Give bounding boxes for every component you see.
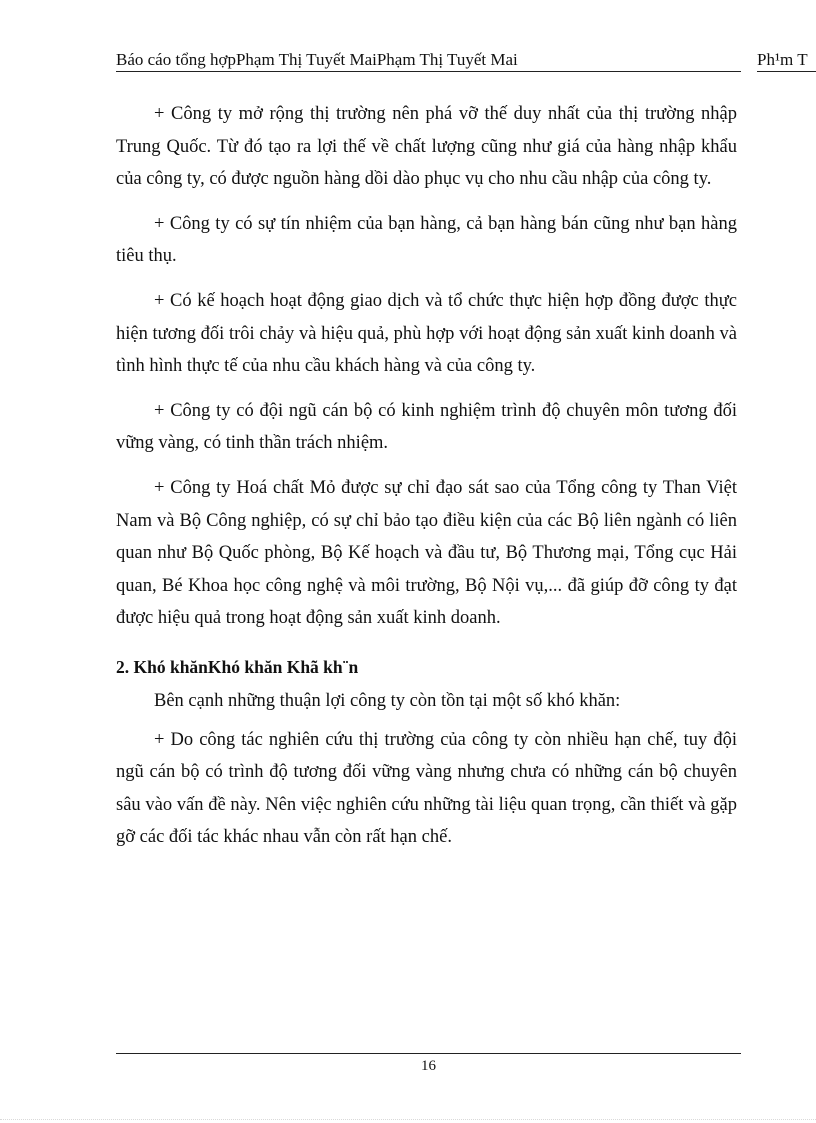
paragraph: + Công ty có đội ngũ cán bộ có kinh nghiệm trình độ chuyên môn tương đối vững vàng, có tinh thần trách nhiệm. [116,400,737,454]
paragraph: + Công ty Hoá chất Mỏ được sự chỉ đạo sát sao của Tổng công ty Than Việt Nam và Bộ Công nghiệp, có sự chỉ bảo tạo điều kiện của các Bộ liên ngành có liên quan như Bộ Quốc phòng, Bộ Kế hoạch và đầu tư, Bộ Thương mại, Tổng cục Hải quan, Bé Khoa học công nghệ và môi trường, Bộ Nội vụ,... đã giúp đỡ công ty đạt được hiệu quả trong hoạt động sản xuất kinh doanh. [116,477,737,629]
header-rule [116,71,741,72]
paragraph: + Có kế hoạch hoạt động giao dịch và tổ chức thực hiện hợp đồng được thực hiện tương đối trôi chảy và hiệu quả, phù hợp với hoạt động sản xuất kinh doanh và tình hình thực tế của nhu cầu khách hàng và của công ty. [116,290,737,377]
page-bottom-border [0,1119,816,1120]
page-number: 16 [421,1058,436,1074]
section-heading: 2. Khó khănKhó khăn Khã kh¨n [116,656,359,677]
paragraph: + Công ty mở rộng thị trường nên phá vỡ thế duy nhất của thị trường nhập Trung Quốc. Từ đó tạo ra lợi thế về chất lượng cũng như giá của hàng nhập khẩu của công ty, có được nguồn hàng dồi dào phục vụ cho nhu cầu nhập của công ty. [116,104,737,190]
body-text [116,98,737,866]
paragraph: + Công ty có sự tín nhiệm của bạn hàng, cả bạn hàng bán cũng như bạn hàng tiêu thụ. [116,213,737,267]
paragraph: + Do công tác nghiên cứu thị trường của công ty còn nhiều hạn chế, tuy đội ngũ cán bộ có trình độ tương đối vững vàng nhưng chưa có những cán bộ chuyên sâu vào vấn đề này. Nên việc nghiên cứu những tài liệu quan trọng, cần thiết và gặp gỡ các đối tác khác nhau vẫn còn rất hạn chế. [116,729,737,848]
running-header-right: Ph¹m T [757,50,808,69]
header-rule-right [757,71,816,72]
paragraph: Bên cạnh những thuận lợi công ty còn tồn tại một số khó khăn: [154,690,621,711]
running-header: Báo cáo tổng hợpPhạm Thị Tuyết MaiPhạm Thị Tuyết Mai [116,50,518,69]
footer-rule [116,1053,741,1054]
